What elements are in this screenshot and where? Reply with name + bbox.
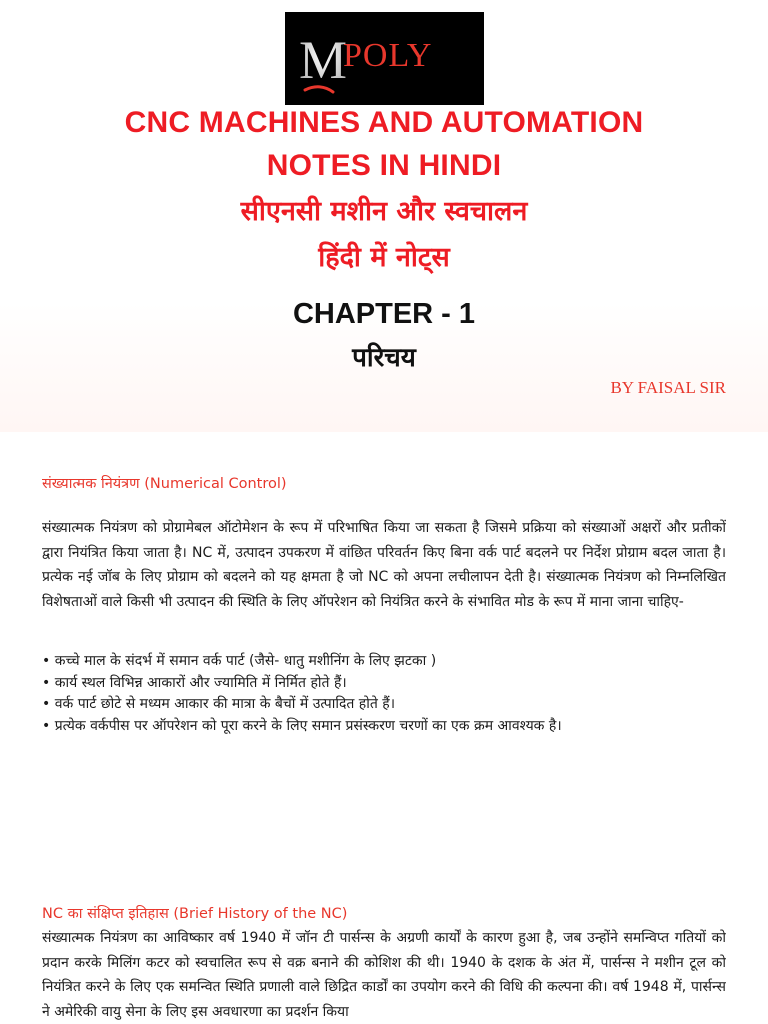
- list-item: • प्रत्येक वर्कपीस पर ऑपरेशन को पूरा करने के लिए समान प्रसंस्करण चरणों का एक क्रम आवश्यक है।: [42, 716, 726, 738]
- list-item: • कार्य स्थल विभिन्न आकारों और ज्यामिति में निर्मित होते हैं।: [42, 673, 726, 695]
- title-english-line-1: CNC MACHINES AND AUTOMATION: [124, 106, 644, 139]
- list-item: • कच्चे माल के संदर्भ में समान वर्क पार्ट (जैसे- धातु मशीनिंग के लिए झटका ): [42, 651, 726, 673]
- logo-wordmark: POLY: [343, 37, 433, 74]
- section-heading-numerical-control: संख्यात्मक नियंत्रण (Numerical Control): [42, 476, 287, 492]
- numerical-control-paragraph: संख्यात्मक नियंत्रण को प्रोग्रामेबल ऑटोमेशन के रूप में परिभाषित किया जा सकता है जिसमे प्रक्रिया को संख्याओं अक्षरों और प्रतीकों द्वारा नियंत्रित किया जाता है। NC में, उत्पादन उपकरण में वांछित परिवर्तन किए बिना वर्क पार्ट बदलने पर निर्देश प्रोग्राम बदल जाता है। प्रत्येक नई जॉब के लिए प्रोग्राम को बदलने को यह क्षमता है जो NC को अपना लचीलापन देती है। संख्यात्मक नियंत्रण को निम्नलिखित विशेषताओं वाले किसी भी उत्पादन की स्थिति के लिए ऑपरेशन को नियंत्रित करने के संभावित मोड के रूप में माना जाना चाहिए-: [42, 520, 726, 610]
- title-hindi-line-1: सीएनसी मशीन और स्वचालन: [240, 196, 528, 227]
- nc-history-paragraph: संख्यात्मक नियंत्रण का आविष्कार वर्ष 1940 में जॉन टी पार्सन्स के अग्रणी कार्यों के कारण हुआ है, जब उन्होंने समन्विप्त गतियों को प्रदान करके मिलिंग कटर को स्वचालित रूप से वक्र बनाने की कोशिश की थी। 1940 के दशक के अंत में, पार्सन्स ने मशीन टूल को नियंत्रित करने के लिए एक समन्वित स्थिति प्रणाली वाले छिद्रित कार्डों का उपयोग करने की विधि की कल्पना की। वर्ष 1948 में, पार्सन्स ने अमेरिकी वायु सेना के लिए इस अवधारणा का प्रदर्शन किया: [42, 930, 726, 1020]
- list-item: • वर्क पार्ट छोटे से मध्यम आकार की मात्रा के बैचों में उत्पादित होते हैं।: [42, 694, 726, 716]
- mpoly-logo: [285, 12, 484, 105]
- logo-letter-m: M: [299, 30, 348, 90]
- mpoly-logo-graphic: [285, 12, 484, 105]
- chapter-number: CHAPTER - 1: [292, 298, 476, 330]
- author-byline: BY FAISAL SIR: [610, 378, 726, 397]
- cover-header: [0, 0, 768, 432]
- characteristics-list: [42, 651, 726, 737]
- title-hindi-line-2: हिंदी में नोट्स: [318, 242, 450, 273]
- section-heading-nc-history: NC का संक्षिप्त इतिहास (Brief History of the NC): [42, 906, 348, 922]
- chapter-title: परिचय: [352, 343, 416, 373]
- title-english-line-2: NOTES IN HINDI: [266, 149, 502, 182]
